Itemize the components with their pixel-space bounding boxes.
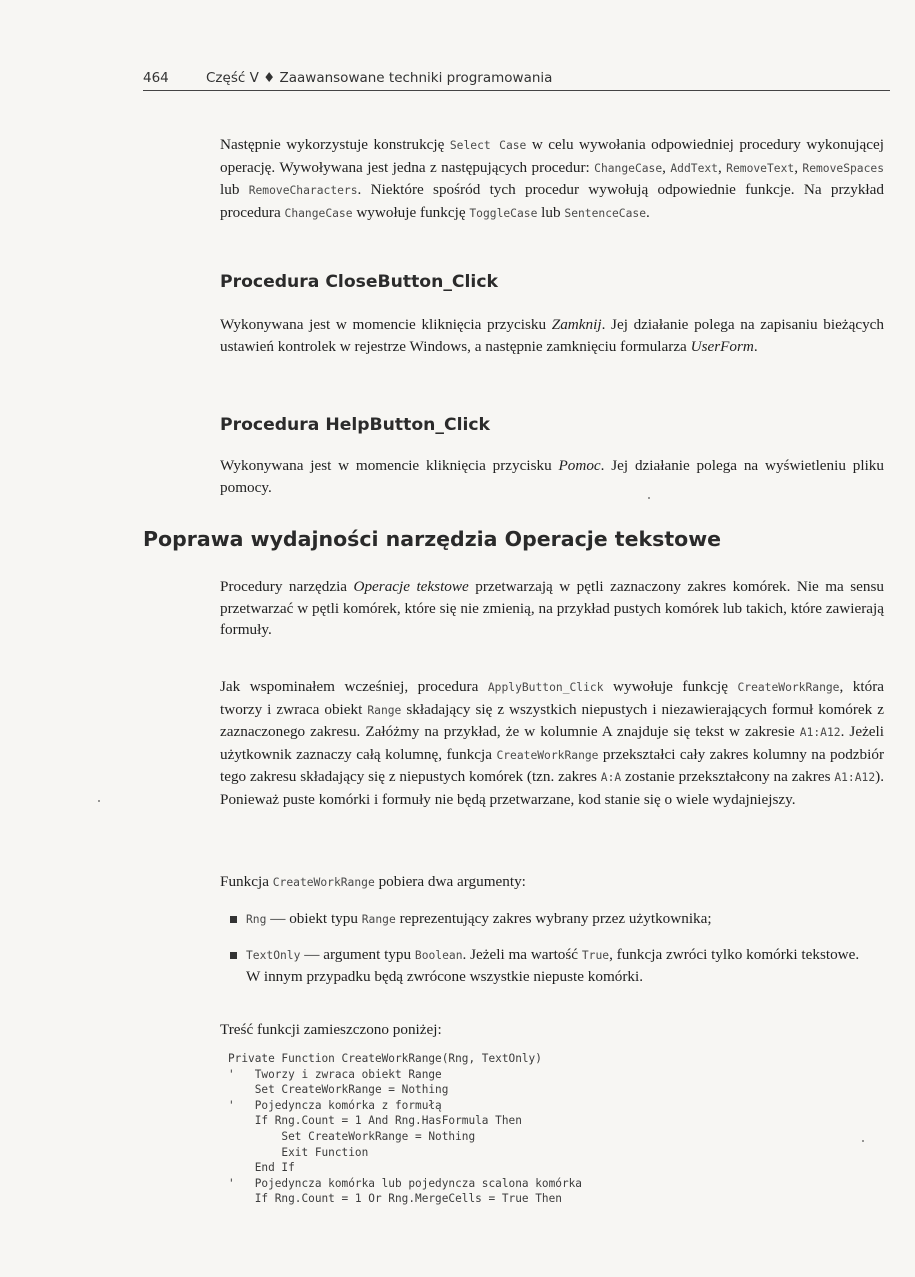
code-listing-block <box>228 1051 892 1207</box>
code-run: CreateWorkRange <box>272 876 375 889</box>
code-line: ' Tworzy i zwraca obiekt Range <box>228 1067 442 1081</box>
close-section-heading-block <box>220 272 884 292</box>
text-run: przetwarzają w pętli zaznaczony zakres komórek. Nie ma sensu przetwarzać w pętli komórek, które się nie zmienią, na przykład pustych komórek lub takich, które zawierają formuły. <box>220 578 884 639</box>
page-number: 464 <box>143 70 169 86</box>
code-run: CreateWorkRange <box>496 748 599 762</box>
code-line: Set CreateWorkRange = Nothing <box>228 1083 449 1097</box>
help-section-heading: Procedura HelpButton_Click <box>220 415 490 435</box>
code-run: TextOnly <box>246 948 301 962</box>
argument-list-block <box>226 908 866 988</box>
code-run: True <box>581 948 610 962</box>
code-line: If Rng.Count = 1 And Rng.HasFormula Then <box>228 1114 522 1128</box>
close-section-body-block <box>220 314 884 357</box>
text-run: przekształci cały zakres kolumny na podzbiór tego zakresu składający się z niepustych komórek (tzn. zakres <box>220 745 885 786</box>
bullet-square-icon <box>230 916 237 923</box>
code-line: Set CreateWorkRange = Nothing <box>228 1129 476 1143</box>
text-run: pobiera dwa argumenty: <box>374 873 526 890</box>
code-run: Range <box>361 913 396 926</box>
help-section-paragraph <box>220 455 884 498</box>
close-section-heading: Procedura CloseButton_Click <box>220 272 498 292</box>
running-title: Część V ♦ Zaawansowane techniki programowania <box>206 70 553 86</box>
text-run: . Jeżeli ma wartość <box>462 945 582 963</box>
text-run: . Jeżeli użytkownik zaznaczy całą kolumnę, funkcja <box>220 723 884 763</box>
help-section-heading-block <box>220 415 884 435</box>
text-run: Następnie wykorzystuje konstrukcję <box>220 136 450 153</box>
code-run: Select Case <box>449 139 527 152</box>
code-run: Range <box>367 703 402 717</box>
bullet-square-icon <box>230 952 237 959</box>
text-run: , <box>717 158 727 176</box>
scan-speck <box>98 800 100 802</box>
text-run: , funkcja zwróci tylko komórki tekstowe. W innym przypadku będą zwrócone wszystkie niepuste komórki. <box>246 945 860 986</box>
para1-block <box>220 576 884 641</box>
code-line: End If <box>228 1161 295 1175</box>
code-run: ToggleCase <box>469 206 538 220</box>
close-section-paragraph <box>220 314 884 357</box>
code-run: RemoveCharacters <box>248 184 358 198</box>
code-line: Exit Function <box>228 1145 369 1159</box>
list-item <box>226 908 866 931</box>
para3 <box>220 871 884 894</box>
code-line: If Rng.Count = 1 Or Rng.MergeCells = True Then <box>228 1192 562 1206</box>
text-run: zostanie przekształcony na zakres <box>621 768 835 786</box>
help-section-body-block <box>220 455 884 498</box>
intro-paragraph-block <box>220 134 884 224</box>
text-run: wywołuje funkcję <box>352 203 470 221</box>
text-run: . <box>753 337 758 355</box>
code-run: Rng <box>246 913 267 926</box>
text-run: Wykonywana jest w momencie kliknięcia przycisku <box>220 316 552 333</box>
code-run: A:A <box>600 771 622 785</box>
text-run: . <box>646 203 650 221</box>
text-run: lub <box>537 203 565 221</box>
code-run: ChangeCase <box>284 206 353 220</box>
text-run: lub <box>220 181 249 199</box>
text-run: . Niektóre spośród tych procedur wywołują odpowiednie funkcje. Na przykład procedura <box>220 181 884 221</box>
code-run: A1:A12 <box>834 771 876 785</box>
code-run: SentenceCase <box>564 206 647 220</box>
para2-block <box>220 676 884 811</box>
list-item <box>226 944 866 988</box>
section-heading: Poprawa wydajności narzędzia Operacje tekstowe <box>143 527 722 551</box>
code-run: RemoveText <box>726 161 795 175</box>
para4-block <box>220 1019 884 1041</box>
para3-block <box>220 871 884 894</box>
code-listing <box>228 1051 892 1207</box>
code-run: A1:A12 <box>799 726 841 740</box>
italic-run: Operacje tekstowe <box>353 578 469 595</box>
para1 <box>220 576 884 641</box>
italic-run: Pomoc <box>558 457 601 474</box>
code-run: AddText <box>670 161 718 175</box>
text-run: Procedury narzędzia <box>220 578 354 595</box>
text-run: , <box>794 158 803 176</box>
code-run: CreateWorkRange <box>737 681 840 694</box>
text-run: składający się z wszystkich niepustych i niezawierających formuł komórek z zaznaczonego zakresu. Załóżmy na przykład, że w kolumnie A znajduje się tekst w zakresie <box>220 700 884 741</box>
code-line: ' Pojedyncza komórka z formułą <box>228 1098 442 1112</box>
text-run: Wykonywana jest w momencie kliknięcia przycisku <box>220 457 559 474</box>
code-run: RemoveSpaces <box>802 161 885 175</box>
italic-run: Zamknij <box>551 316 602 333</box>
code-line: ' Pojedyncza komórka lub pojedyncza scalona komórka <box>228 1176 582 1190</box>
para4: Treść funkcji zamieszczono poniżej: <box>220 1021 442 1038</box>
text-run: Funkcja <box>220 873 273 890</box>
scan-speck <box>862 1140 864 1142</box>
intro-paragraph <box>220 134 884 224</box>
text-run: — argument typu <box>300 945 415 963</box>
argument-list <box>226 908 866 988</box>
italic-run: UserForm <box>690 337 754 355</box>
text-run: ). Ponieważ puste komórki i formuły nie będą przetwarzane, kod stanie się o wiele wydajniejszy. <box>220 768 884 808</box>
text-run: wywołuje funkcję <box>603 678 738 695</box>
code-run: ApplyButton_Click <box>487 681 604 694</box>
code-run: Boolean <box>414 948 463 962</box>
text-run: reprezentujący zakres wybrany przez użytkownika; <box>395 910 712 927</box>
text-run: . Jej działanie polega na wyświetleniu pliku pomocy. <box>220 457 884 496</box>
text-run: . Jej działanie polega na zapisaniu bieżących ustawień kontrolek w rejestrze Windows, a następnie zamknięciu formularza <box>220 316 884 355</box>
text-run: , <box>662 158 671 176</box>
text-run: Jak wspominałem wcześniej, procedura <box>220 678 488 695</box>
scan-speck <box>648 497 650 499</box>
text-run: w celu wywołania odpowiedniej procedury wykonującej operację. Wywoływana jest jedna z następujących procedur: <box>220 136 884 176</box>
running-header <box>143 70 890 91</box>
text-run: , która tworzy i zwraca obiekt <box>220 678 885 718</box>
code-run: ChangeCase <box>594 161 663 175</box>
text-run: — obiekt typu <box>266 910 362 927</box>
code-line: Private Function CreateWorkRange(Rng, TextOnly) <box>228 1052 542 1065</box>
para2 <box>220 676 884 811</box>
